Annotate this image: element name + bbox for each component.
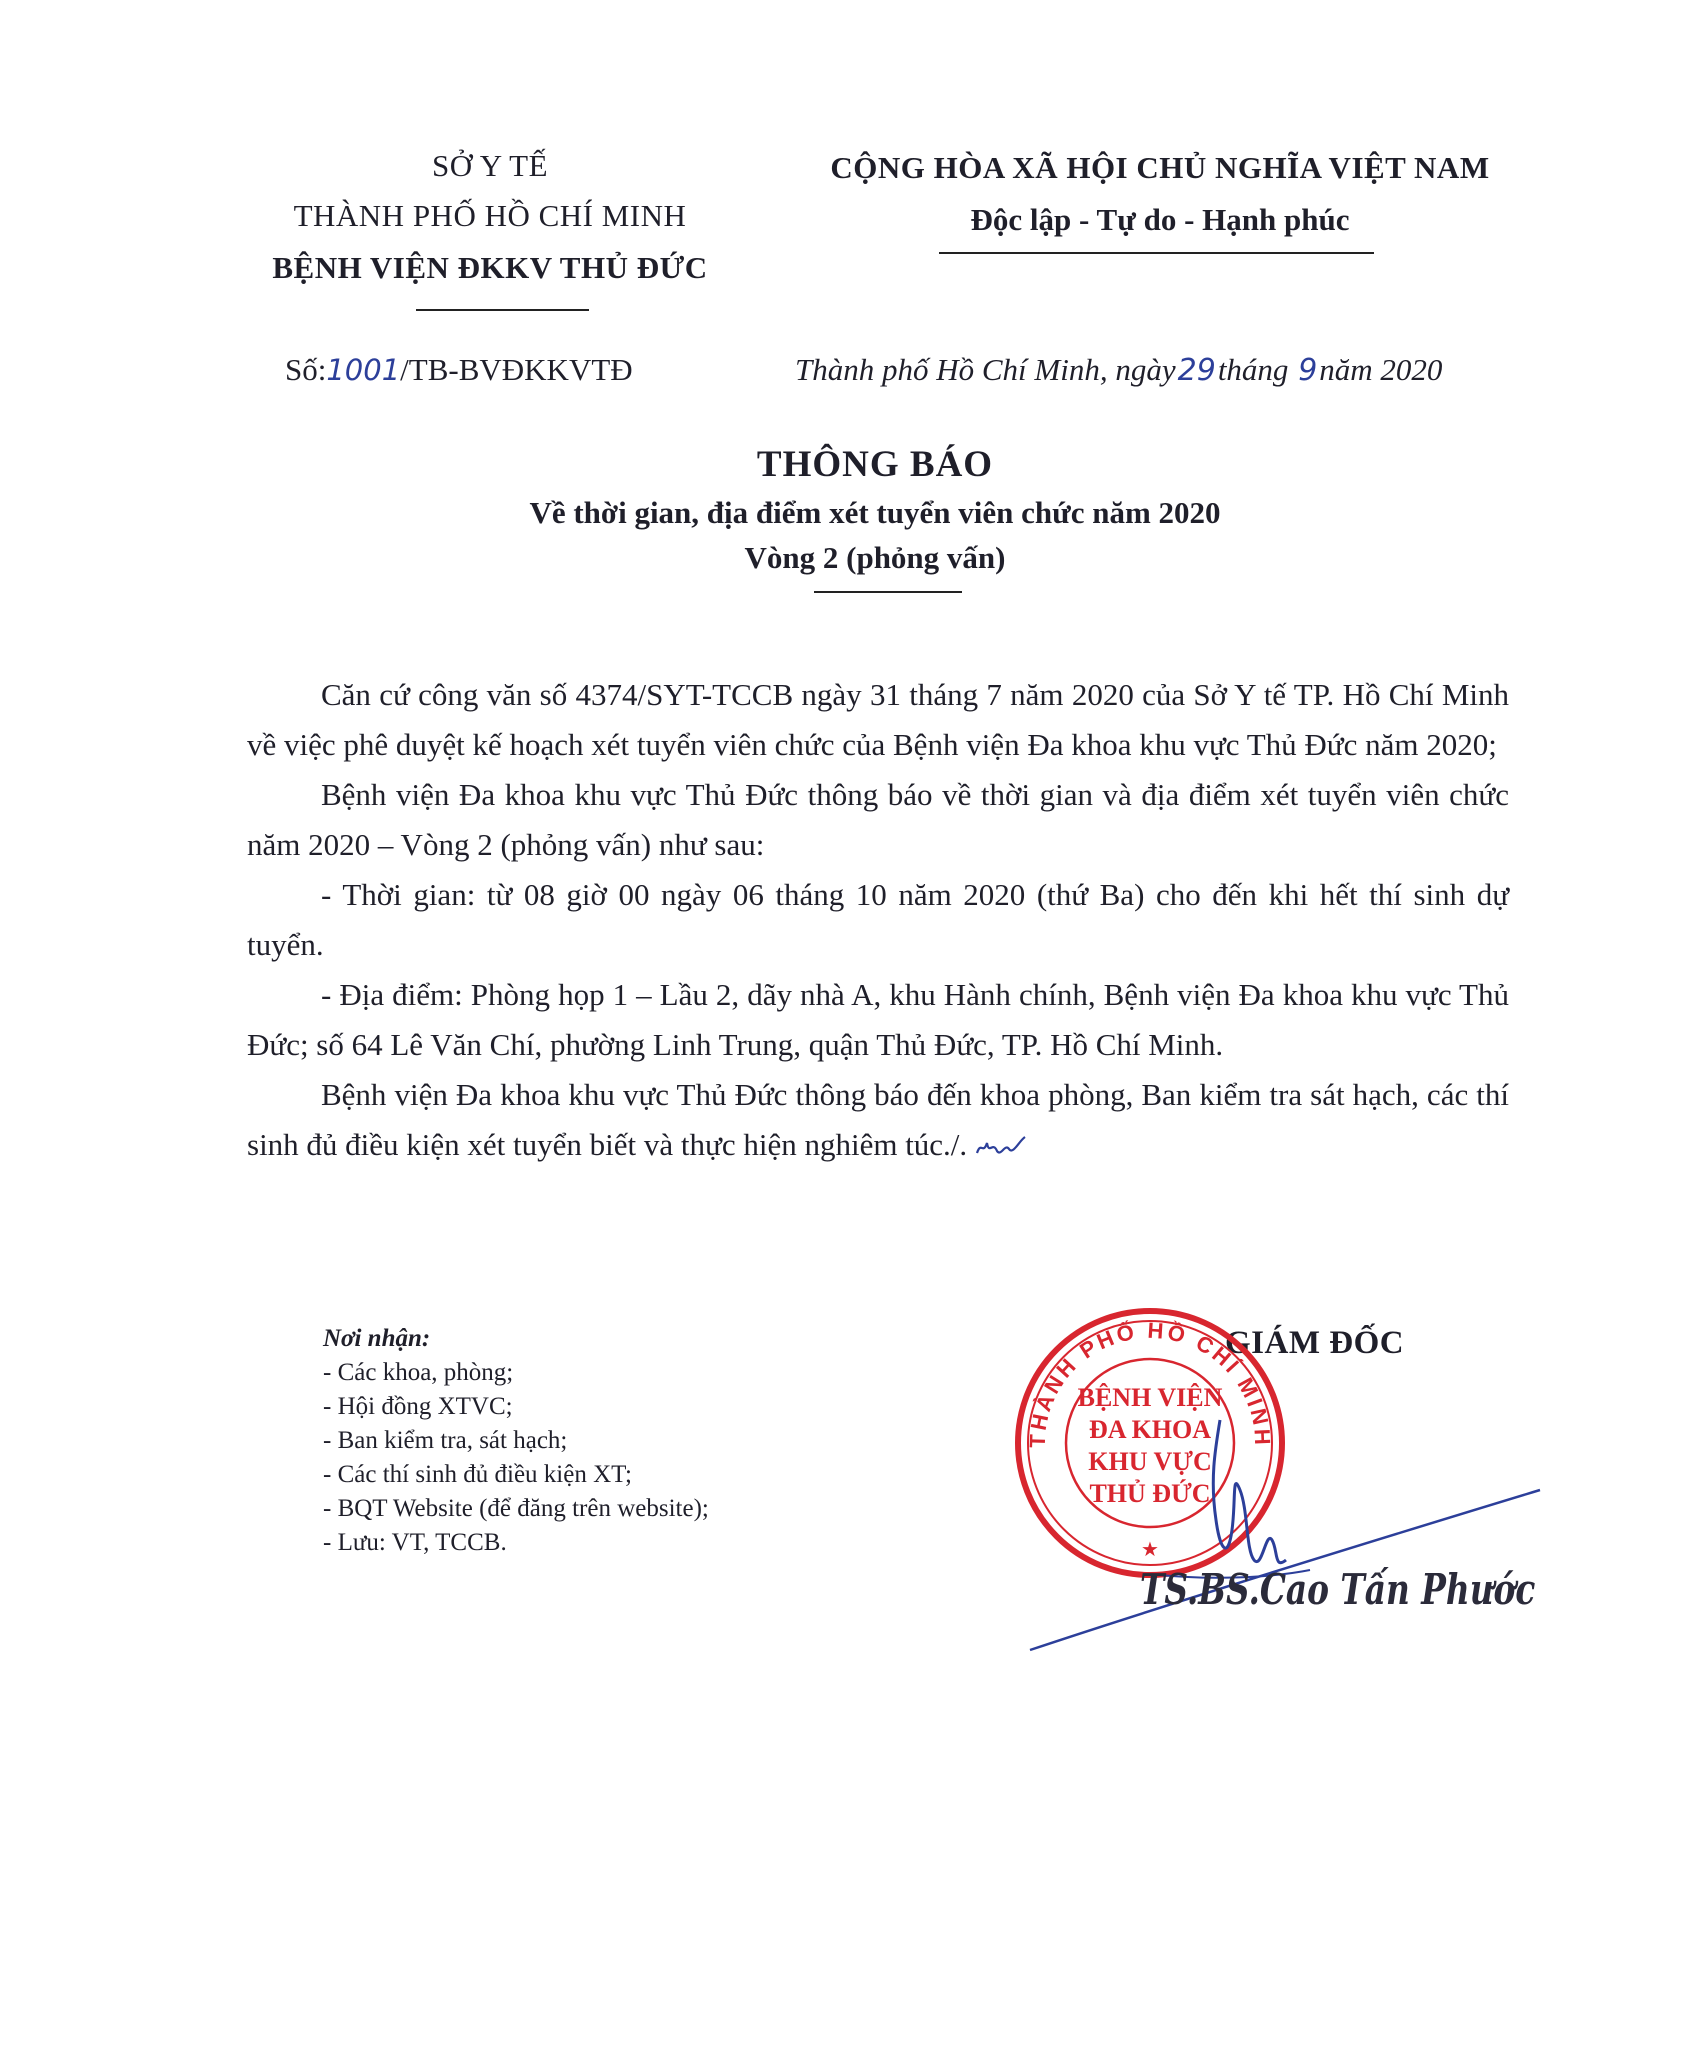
hospital-name: BỆNH VIỆN ĐKKV THỦ ĐỨC (272, 250, 708, 285)
document-number (285, 352, 633, 388)
title-underline (814, 591, 962, 593)
doc-number-suffix: /TB-BVĐKKVTĐ (400, 352, 633, 387)
recipient-item: - Ban kiểm tra, sát hạch; (323, 1427, 568, 1454)
document-subtitle: Về thời gian, địa điểm xét tuyển viên chức năm 2020 (529, 495, 1221, 530)
body-paragraph-basis: Căn cứ công văn số 4374/SYT-TCCB ngày 31 tháng 7 năm 2020 của Sở Y tế TP. Hồ Chí Minh về việc phê duyệt kế hoạch xét tuyển viên chức của Bệnh viện Đa khoa khu vực Thủ Đức năm 2020; (247, 677, 1509, 762)
initials-mark-icon (975, 1135, 1027, 1161)
recipient-item: - BQT Website (để đăng trên website); (323, 1495, 709, 1522)
doc-number-handwritten: 1001 (326, 353, 401, 387)
body-paragraph-closing (247, 1070, 1509, 1170)
right-header-underline (939, 252, 1374, 254)
svg-text:BỆNH VIỆN: BỆNH VIỆN (1077, 1383, 1223, 1412)
recipient-item: - Các khoa, phòng; (323, 1359, 514, 1386)
date-month-handwritten: 9 (1298, 353, 1318, 388)
body-paragraph-intro: Bệnh viện Đa khoa khu vực Thủ Đức thông báo về thời gian và địa điểm xét tuyển viên chức năm 2020 – Vòng 2 (phỏng vấn) như sau: (247, 777, 1509, 862)
director-title: GIÁM ĐỐC (1225, 1325, 1405, 1361)
svg-text:THỦ ĐỨC: THỦ ĐỨC (1089, 1479, 1211, 1508)
recipients-block (323, 1322, 709, 1560)
national-title: CỘNG HÒA XÃ HỘI CHỦ NGHĨA VIỆT NAM (830, 150, 1490, 185)
date-day-handwritten: 29 (1177, 353, 1216, 388)
svg-text:★: ★ (1141, 1539, 1159, 1561)
doc-number-prefix: Số: (285, 352, 327, 387)
svg-text:KHU VỰC: KHU VỰC (1088, 1447, 1212, 1476)
svg-text:ĐA KHOA: ĐA KHOA (1088, 1415, 1212, 1444)
recipient-item: - Các thí sinh đủ điều kiện XT; (323, 1461, 632, 1488)
place-date-text3: năm 2020 (1319, 352, 1443, 387)
recipients-list (323, 1356, 709, 1560)
body-paragraph-location: - Địa điểm: Phòng họp 1 – Lầu 2, dãy nhà A, khu Hành chính, Bệnh viện Đa khoa khu vực Thủ Đức; số 64 Lê Văn Chí, phường Linh Trung, quận Thủ Đức, TP. Hồ Chí Minh. (247, 977, 1509, 1062)
national-motto: Độc lập - Tự do - Hạnh phúc (970, 202, 1350, 237)
signer-name: TS.BS.Cao Tấn Phước (1140, 1565, 1536, 1614)
recipients-title: Nơi nhận: (323, 1325, 431, 1352)
document-round: Vòng 2 (phỏng vấn) (744, 540, 1006, 575)
place-date-text2: tháng (1217, 352, 1289, 387)
recipient-item: - Lưu: VT, TCCB. (323, 1529, 507, 1556)
recipient-item: - Hội đồng XTVC; (323, 1393, 513, 1420)
handwritten-signature (1010, 1410, 1550, 1680)
svg-text:THÀNH PHỐ HỒ CHÍ MINH: THÀNH PHỐ HỒ CHÍ MINH (1024, 1317, 1276, 1449)
body-paragraph-time: - Thời gian: từ 08 giờ 00 ngày 06 tháng 10 năm 2020 (thứ Ba) cho đến khi hết thí sinh dự tuyển. (247, 877, 1509, 962)
place-date-text1: Thành phố Hồ Chí Minh, ngày (795, 352, 1176, 387)
place-date (795, 352, 1442, 388)
city-name: THÀNH PHỐ HỒ CHÍ MINH (293, 198, 687, 233)
document-body (247, 670, 1509, 1170)
closing-text: Bệnh viện Đa khoa khu vực Thủ Đức thông báo đến khoa phòng, Ban kiểm tra sát hạch, các thí sinh đủ điều kiện xét tuyển biết và thực hiện nghiêm túc./. (247, 1077, 1509, 1162)
document-title: THÔNG BÁO (756, 444, 994, 485)
agency-name: SỞ Y TẾ (431, 148, 549, 183)
left-header-underline (416, 309, 589, 311)
